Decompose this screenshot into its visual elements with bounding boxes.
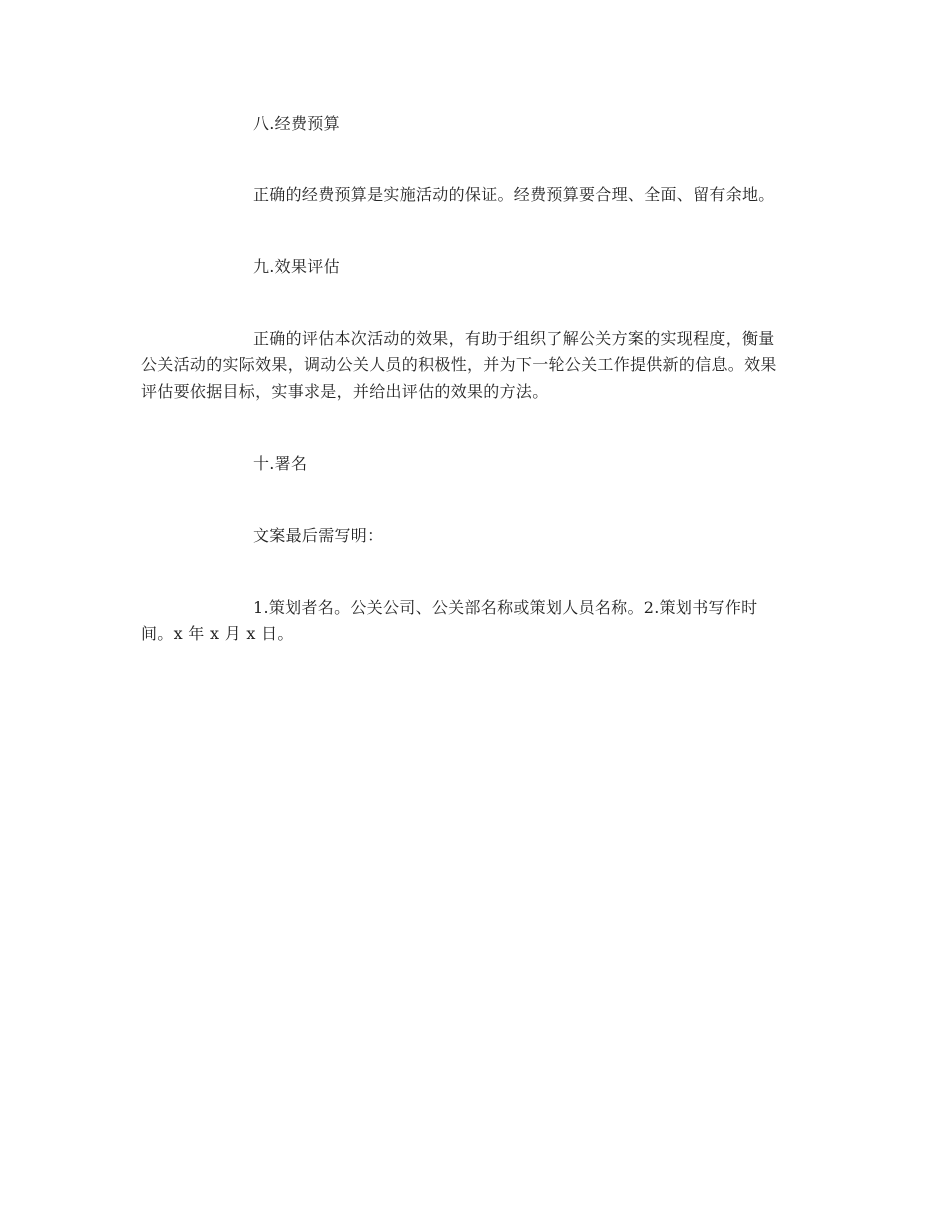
evaluation-line: 公关活动的实际效果，调动公关人员的积极性，并为下一轮公关工作提供新的信息。效果 [141, 355, 777, 374]
budget-paragraph: 正确的经费预算是实施活动的保证。经费预算要合理、全面、留有余地。 [253, 185, 775, 204]
signature-item-line: 1.策划者名。公关公司、公关部名称或策划人员名称。2.策划书写作时 [253, 598, 758, 617]
section-heading-signature: 十.署名 [253, 454, 308, 473]
evaluation-line: 评估要依据目标，实事求是，并给出评估的效果的方法。 [141, 382, 549, 401]
signature-intro: 文案最后需写明： [253, 526, 384, 545]
section-heading-budget: 八.经费预算 [253, 114, 340, 133]
evaluation-line: 正确的评估本次活动的效果，有助于组织了解公关方案的实现程度，衡量 [253, 329, 775, 348]
section-heading-evaluation: 九.效果评估 [253, 257, 340, 276]
signature-item-line: 间。x 年 x 月 x 日。 [141, 624, 294, 643]
